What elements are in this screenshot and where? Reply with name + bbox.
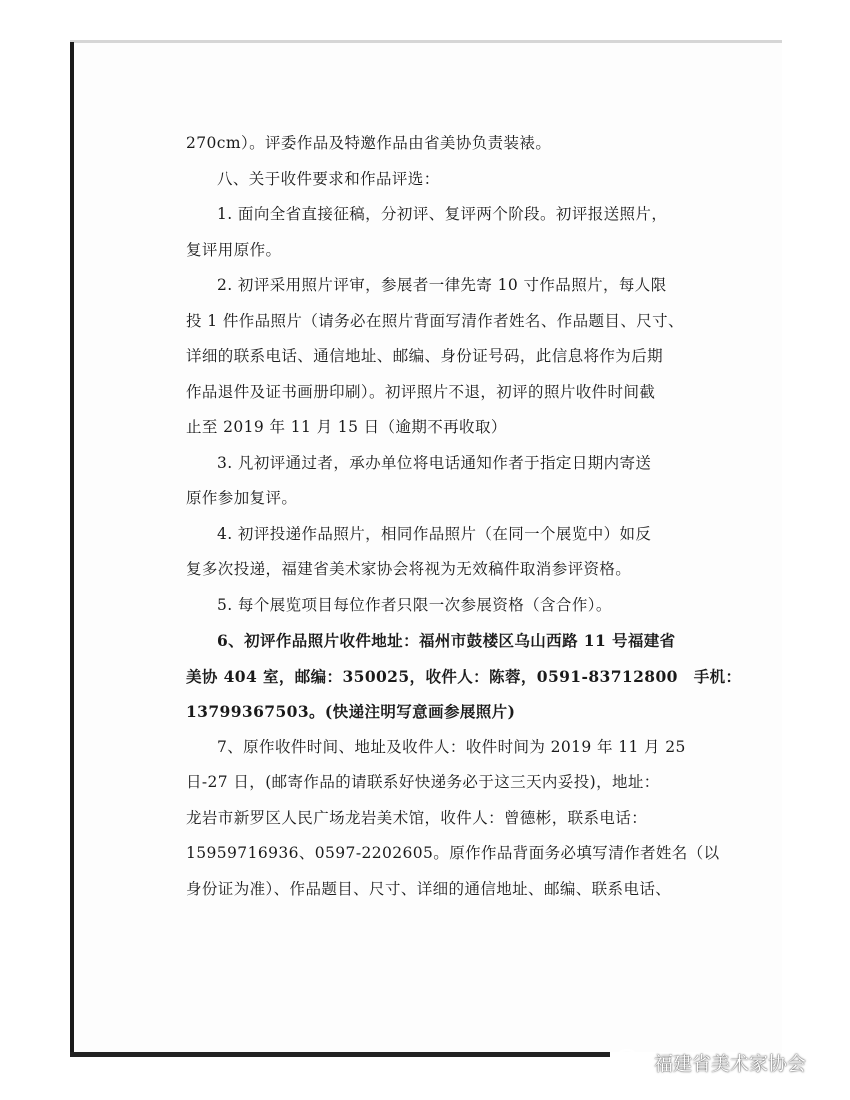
text-line: 美协 404 室，邮编：350025，收件人：陈蓉，0591-83712800 手机： — [186, 666, 742, 686]
text-line: 2. 初评采用照片评审，参展者一律先寄 10 寸作品照片，每人限 — [217, 276, 667, 294]
scan-bottom-edge — [70, 1052, 610, 1057]
wechat-icon — [614, 1048, 648, 1076]
text-line: 270cm）。评委作品及特邀作品由省美协负责装裱。 — [186, 134, 552, 152]
text-line: 投 1 件作品照片（请务必在照片背面写清作者姓名、作品题目、尺寸、 — [186, 311, 684, 330]
text-line: 4. 初评投递作品照片，相同作品照片（在同一个展览中）如反 — [217, 524, 652, 543]
scan-left-edge — [70, 42, 74, 1057]
text-line: 6、初评作品照片收件地址：福州市鼓楼区乌山西路 11 号福建省 — [217, 631, 676, 650]
text-line: 3. 凡初评通过者，承办单位将电话通知作者于指定日期内寄送 — [217, 453, 652, 472]
watermark-text: 福建省美术家协会 — [654, 1052, 807, 1075]
text-line: 1. 面向全省直接征稿，分初评、复评两个阶段。初评报送照片， — [217, 205, 668, 223]
text-line: 13799367503。(快递注明写意画参展照片) — [186, 702, 516, 721]
text-line: 原作参加复评。 — [186, 489, 298, 507]
text-line: 日-27 日，(邮寄作品的请联系好快递务必于这三天内妥投)，地址： — [186, 773, 660, 791]
document-body — [186, 126, 742, 907]
text-line: 龙岩市新罗区人民广场龙岩美术馆，收件人：曾德彬，联系电话： — [186, 808, 648, 827]
text-line: 身份证为准）、作品题目、尺寸、详细的通信地址、邮编、联系电话、 — [186, 879, 672, 898]
text-line: 15959716936、0597-2202605。原作作品背面务必填写清作者姓名（以 — [186, 844, 720, 862]
text-line: 详细的联系电话、通信地址、邮编、身份证号码，此信息将作为后期 — [186, 347, 664, 365]
text-line: 7、原作收件时间、地址及收件人：收件时间为 2019 年 11 月 25 — [217, 737, 686, 756]
text-line: 止至 2019 年 11 月 15 日（逾期不再收取） — [186, 418, 507, 436]
text-line: 作品退件及证书画册印刷）。初评照片不退，初评的照片收件时间截 — [186, 382, 656, 401]
text-line: 复多次投递，福建省美术家协会将视为无效稿件取消参评资格。 — [186, 560, 632, 578]
text-line: 复评用原作。 — [186, 240, 282, 259]
text-line: 5. 每个展览项目每位作者只限一次参展资格（含合作）。 — [217, 595, 612, 614]
text-line: 八、关于收件要求和作品评选： — [217, 169, 440, 188]
watermark — [614, 1045, 806, 1079]
